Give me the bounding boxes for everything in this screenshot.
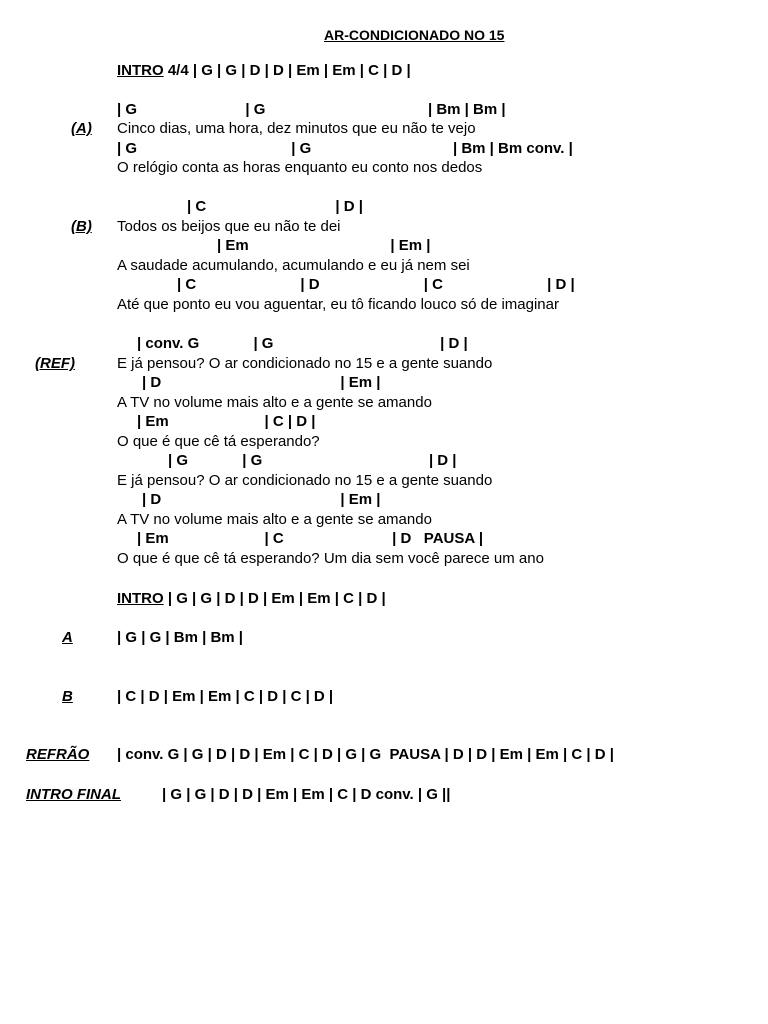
refrain-marker: (REF): [35, 355, 75, 372]
refrain-chord-line-4: | G | G | D |: [168, 452, 457, 469]
summary-b-label: B: [62, 688, 73, 705]
summary-a-label: A: [62, 629, 73, 646]
section-b-lyric-line-2: A saudade acumulando, acumulando e eu já nem sei: [117, 257, 470, 274]
section-b-lyric-line-1: Todos os beijos que eu não te dei: [117, 218, 341, 235]
refrain-chord-line-6: | Em | C | D PAUSA |: [137, 530, 484, 547]
refrain-lyric-line-4: E já pensou? O ar condicionado no 15 e a gente suando: [117, 472, 493, 489]
section-b-chord-line-3: | C | D | C | D |: [177, 276, 575, 293]
intro-repeat-label: INTRO: [117, 590, 164, 607]
refrain-chord-line-1: | conv. G | G | D |: [137, 335, 468, 352]
summary-b-chords: | C | D | Em | Em | C | D | C | D |: [117, 688, 334, 705]
summary-final-label: INTRO FINAL: [26, 786, 121, 803]
page-title: AR-CONDICIONADO NO 15: [324, 27, 505, 43]
intro-label: INTRO: [117, 62, 164, 79]
summary-refrain-chords: | conv. G | G | D | D | Em | C | D | G | G PAUSA | D | D | Em | Em | C | D |: [117, 746, 614, 763]
summary-final-chords: | G | G | D | D | Em | Em | C | D conv. | G ||: [162, 786, 451, 803]
intro-repeat-line: [117, 589, 386, 608]
section-a-chord-line-1: | G | G | Bm | Bm |: [117, 101, 506, 118]
section-b-marker: (B): [71, 218, 92, 235]
section-b-chord-line-1: | C | D |: [187, 198, 363, 215]
refrain-chord-line-2: | D | Em |: [142, 374, 381, 391]
refrain-lyric-line-2: A TV no volume mais alto e a gente se amando: [117, 394, 432, 411]
section-a-lyric-line-2: O relógio conta as horas enquanto eu conto nos dedos: [117, 159, 483, 176]
intro-repeat-chords: | G | G | D | D | Em | Em | C | D |: [163, 590, 386, 607]
summary-refrain-label: REFRÃO: [26, 746, 90, 763]
intro-line: [117, 61, 411, 80]
refrain-lyric-line-3: O que é que cê tá esperando?: [117, 433, 320, 450]
refrain-lyric-line-5: A TV no volume mais alto e a gente se amando: [117, 511, 432, 528]
refrain-chord-line-5: | D | Em |: [142, 491, 381, 508]
section-a-lyric-line-1: Cinco dias, uma hora, dez minutos que eu não te vejo: [117, 120, 476, 137]
section-a-marker: (A): [71, 120, 92, 137]
section-b-lyric-line-3: Até que ponto eu vou aguentar, eu tô ficando louco só de imaginar: [117, 296, 559, 313]
intro-chords: 4/4 | G | G | D | D | Em | Em | C | D |: [163, 62, 411, 79]
refrain-lyric-line-1: E já pensou? O ar condicionado no 15 e a gente suando: [117, 355, 493, 372]
section-a-chord-line-2: | G | G | Bm | Bm conv. |: [117, 140, 573, 157]
section-b-chord-line-2: | Em | Em |: [217, 237, 431, 254]
summary-a-chords: | G | G | Bm | Bm |: [117, 629, 243, 646]
refrain-chord-line-3: | Em | C | D |: [137, 413, 316, 430]
refrain-lyric-line-6: O que é que cê tá esperando? Um dia sem você parece um ano: [117, 550, 544, 567]
